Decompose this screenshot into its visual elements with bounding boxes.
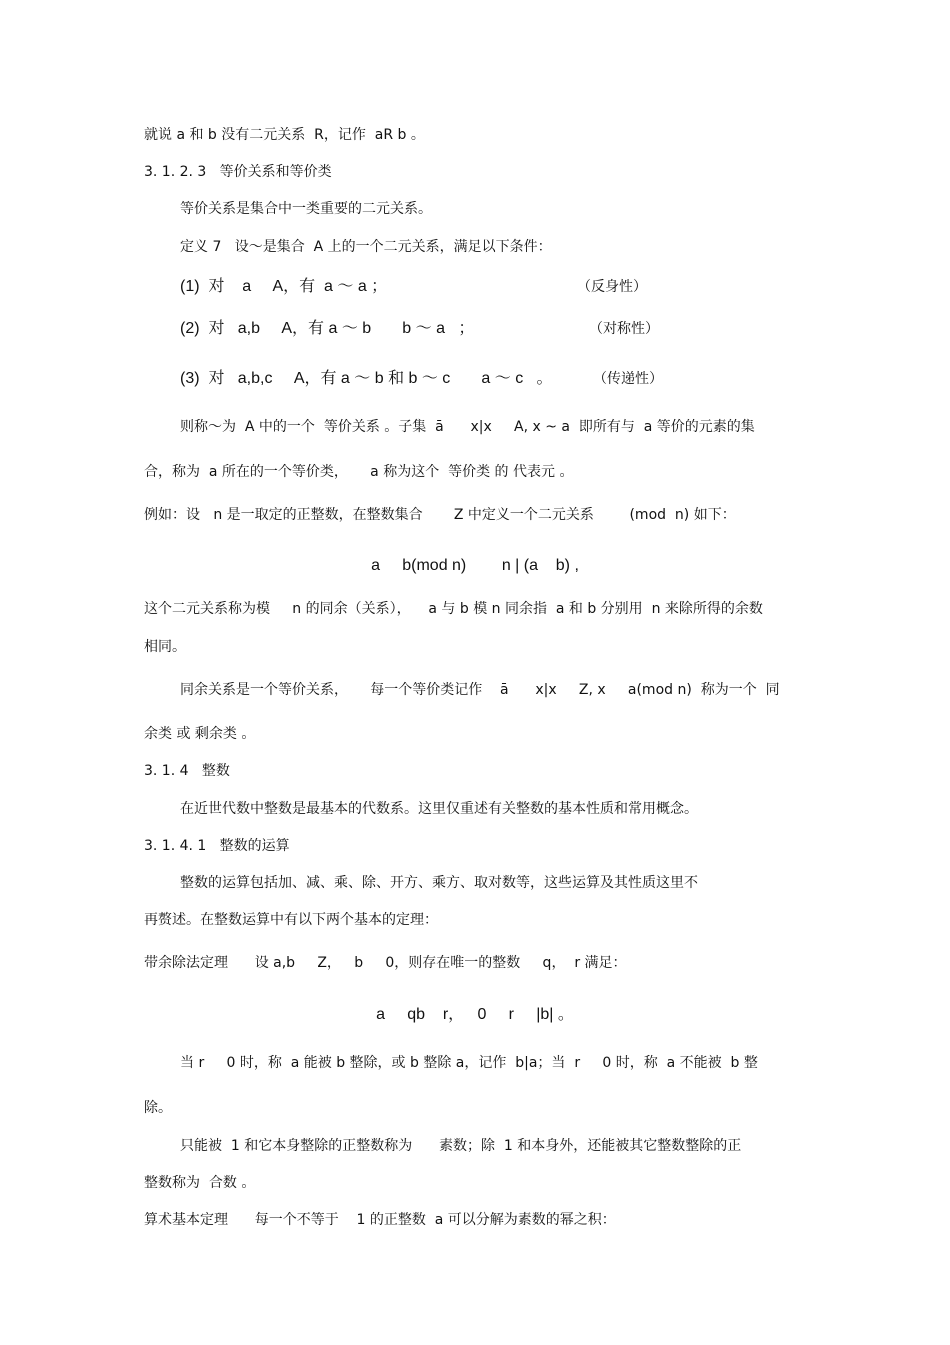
text-line-congruence: 这个二元关系称为模 n 的同余（关系）， a 与 b 模 n 同余指 a 和 b 分别用 n 来除所得的余数 <box>144 601 763 617</box>
text-line-divisibility-end: 除。 <box>144 1100 172 1116</box>
text-line-composite: 整数称为 合数 。 <box>144 1175 256 1191</box>
text-line-3: 等价关系是集合中一类重要的二元关系。 <box>180 201 432 217</box>
text-line-operations: 整数的运算包括加、减、乘、除、开方、乘方、取对数等，这些运算及其性质这里不 <box>180 875 698 891</box>
text-line-theorems: 再赘述。在整数运算中有以下两个基本的定理： <box>144 912 438 928</box>
text-line-residue-class: 同余关系是一个等价关系， 每一个等价类记作 ā x|x Z, x a(mod n) 称为一个 同 <box>180 682 780 698</box>
condition-1-label: （反身性） <box>577 279 647 295</box>
condition-2: (2) 对 a,b A，有 a ～ b b ～ a ； <box>180 320 475 337</box>
text-line-same: 相同。 <box>144 639 186 655</box>
condition-3: (3) 对 a,b,c A，有 a ～ b 和 b ～ c a ～ c 。 <box>180 370 553 387</box>
division-theorem: 带余除法定理 设 a,b Z， b 0，则存在唯一的整数 q， r 满足： <box>144 955 627 971</box>
definition-7: 定义 7 设～是集合 A 上的一个二元关系，满足以下条件： <box>180 239 552 255</box>
text-line-equivalence-class: 则称～为 A 中的一个 等价关系 。子集 ā x|x A, x ~ a 即所有与 a 等价的元素的集 <box>180 419 755 435</box>
text-line-primes: 只能被 1 和它本身整除的正整数称为 素数；除 1 和本身外，还能被其它整数整除的正 <box>180 1138 742 1154</box>
condition-1: (1) 对 a A，有 a ～ a ； <box>180 278 388 295</box>
text-line-integers: 在近世代数中整数是最基本的代数系。这里仅重述有关整数的基本性质和常用概念。 <box>180 801 698 817</box>
text-line-representative: 合，称为 a 所在的一个等价类， a 称为这个 等价类 的 代表元 。 <box>144 464 574 480</box>
condition-3-label: （传递性） <box>593 371 663 387</box>
section-heading-3-1-4-1: 3. 1. 4. 1 整数的运算 <box>144 838 290 854</box>
fundamental-theorem: 算术基本定理 每一个不等于 1 的正整数 a 可以分解为素数的幂之积： <box>144 1212 616 1228</box>
text-line-divisibility: 当 r 0 时，称 a 能被 b 整除，或 b 整除 a，记作 b|a；当 r 0 时，称 a 不能被 b 整 <box>180 1055 758 1071</box>
condition-2-label: （对称性） <box>589 321 659 337</box>
formula-congruence: a b(mod n) n | (a b) , <box>371 557 579 574</box>
formula-division: a qb r， 0 r |b| 。 <box>376 1006 574 1023</box>
text-line-example: 例如：设 n 是一取定的正整数，在整数集合 Z 中定义一个二元关系 (mod n) 如下： <box>144 507 736 523</box>
text-line-1: 就说 a 和 b 没有二元关系 R，记作 aR b 。 <box>144 127 425 143</box>
text-line-residue-class-end: 余类 或 剩余类 。 <box>144 726 256 742</box>
section-heading-3-1-2-3: 3. 1. 2. 3 等价关系和等价类 <box>144 164 332 180</box>
section-heading-3-1-4: 3. 1. 4 整数 <box>144 763 230 779</box>
